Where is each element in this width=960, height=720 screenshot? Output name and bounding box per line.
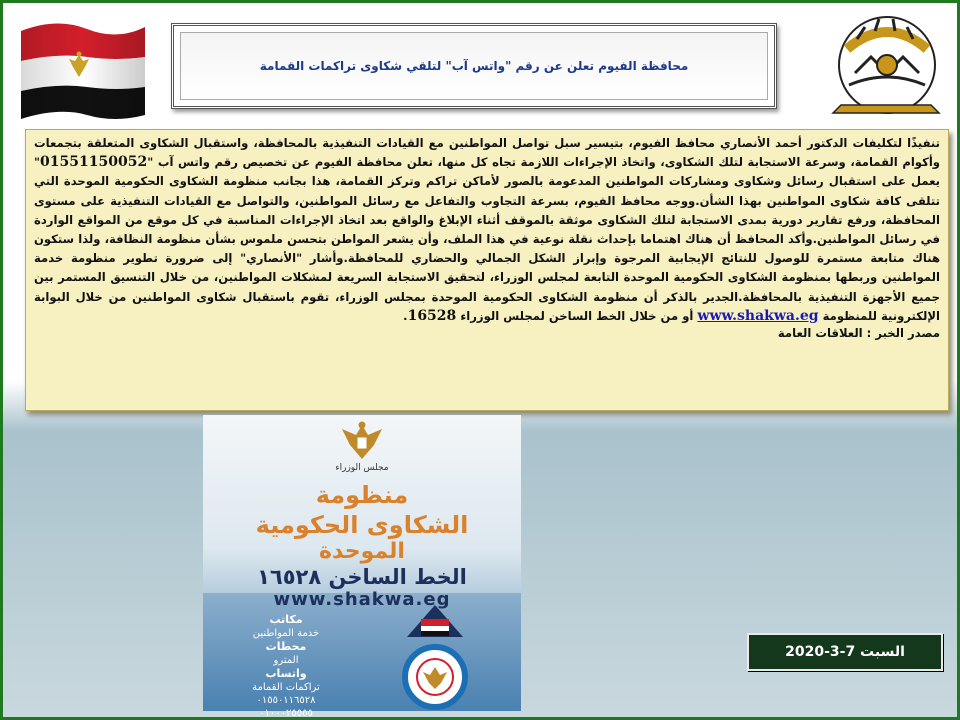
eagle-emblem-icon [342,422,382,460]
article-paragraph-1: تنفيذًا لتكليفات الدكتور أحمد الأنصاري محافظ الفيوم، بتيسير سبل تواصل المواطنين مع القيادات التنفيذية بالمحافظة، واستقبال الشكاوى المتعلقة بتجمعات وأكوام القمامة، وسرعة الاستجابة لتلك الشكاوى، واتخاذ الإجراءات اللازمة تجاه كل منها، تعلن محافظة الفيوم عن تخصيص رقم واتس آب " [34,136,940,170]
article-paragraph-3-end: . [403,308,408,323]
complaints-system-seal-icon [405,647,465,707]
whatsapp-number: 01551150052 [40,154,148,171]
news-article-box [25,129,949,411]
poster-offices-sub: خدمة المواطنين [252,628,320,639]
headline-inner [180,32,768,100]
poster-whatsapp-sub: تراكمات القمامة [252,682,320,693]
article-paragraph-3: أو من خلال الخط الساخن لمجلس الوزراء [456,308,698,323]
poster-title-line1: منظومة [315,481,409,509]
poster-metro-sub: المترو [273,655,299,666]
poster-metro-title: محطات [265,640,307,653]
headline-title: محافظة الفيوم تعلن عن رقم "واتس آب" لتلقي شكاوى تراكمات القمامة [259,59,689,73]
headline-box [171,23,777,109]
complaints-system-poster [203,415,521,719]
poster-hotline: الخط الساخن ١٦٥٢٨ [257,565,467,589]
poster-url: www.shakwa.eg [273,589,451,610]
poster-title-line2: الشكاوى الحكومية [255,511,469,539]
cabinet-hotline-number: 16528 [407,307,457,324]
poster-channels [243,613,329,720]
date-box [747,633,943,671]
article-paragraph-2: " يعمل على استقبال رسائل وشكاوى ومشاركات المواطنين المدعومة بالصور لأماكن تراكم وتركز القمامة، هذا بجانب منظومة الشكاوى الحكومية الموحدة التي تتلقى كافة شكاوى المواطنين بهذا الشأن.ووجه محافظ الفيوم، بسرعة التجاوب والتفاعل مع رسائل المواطنين، والتواصل مع القيادات التنفيذية على مستوى المحافظة، ورفع تقارير دورية بمدى الاستجابة لتلك الشكاوى موثقة بالموقف أثناء الإبلاغ والواقع بعد اتخاذ الإجراءات المناسبة في كل موقع من المواقع الواردة في رسائل المواطنين.وأكد المحافظ أن هناك اهتماما بإحداث نقلة نوعية في هذا الملف، وأن يشعر المواطن بتحسن ملموس بشأن منظومة النظافة، ولذا ستكون هناك متابعة مستمرة للوصول للنتائج الإيجابية المرجوة وإبراز الشكل الجمالي والحضاري للمحافظة.وأشار "الأنصاري" إلى ضرورة تطوير منظومة خدمة المواطنين وربطها بمنظومة الشكاوى الحكومية الموحدة التابعة لمجلس الوزراء، لتحقيق الاستجابة السريعة لمشكلات المواطنين، من خلال التنسيق المستمر بين جميع الأجهزة التنفيذية بالمحافظة.الجدير بالذكر أن منظومة الشكاوى الحكومية الموحدة بمجلس الوزراء، تقوم باستقبال شكاوى المواطنين من خلال البوابة الإلكترونية للمنظومة [34,155,940,323]
fayoum-governorate-logo [821,9,955,121]
egypt-flag-icon [17,13,149,121]
publish-date: السبت 7-3-2020 [785,644,905,660]
poster-phone-1: ٠١٥٥٠١١٦٥٢٨ [256,695,316,706]
poster-phone-2: ٠١٠٠٠٢٥٥٥٥ [259,708,313,719]
shakwa-portal-link[interactable]: www.shakwa.eg [697,307,819,324]
news-source: مصدر الخبر : العلاقات العامة [777,326,940,341]
poster-title-line3: الموحدة [319,539,405,564]
poster-offices-title: مكاتب [269,613,303,626]
poster-council-label: مجلس الوزراء [335,463,389,473]
news-article-body [34,134,940,326]
poster-whatsapp-title: واتساب [265,667,307,680]
